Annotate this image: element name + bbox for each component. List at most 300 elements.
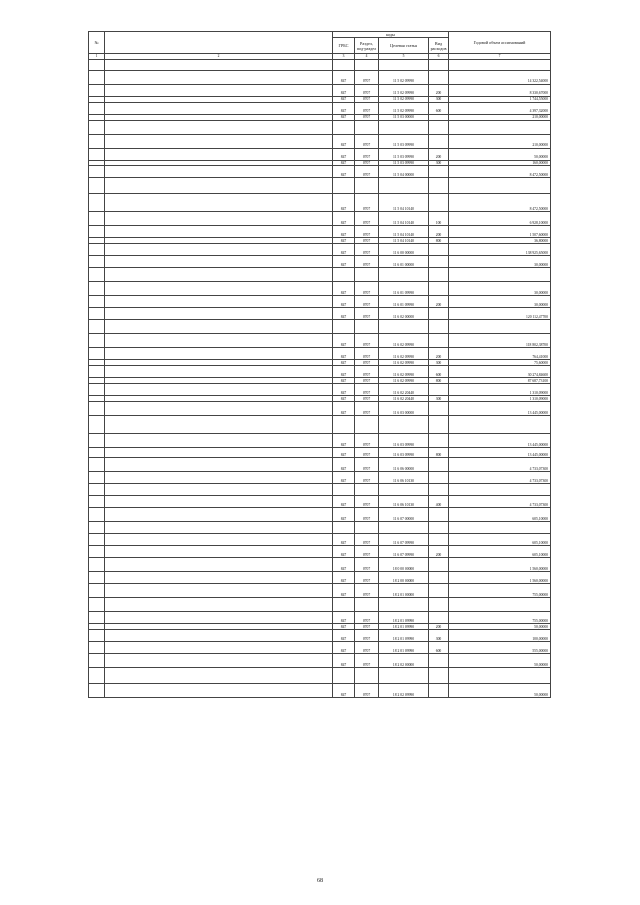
row-razdel: 0707: [355, 244, 379, 256]
row-name: [105, 654, 333, 668]
row-name: [105, 348, 333, 360]
spacer-row: [89, 178, 551, 194]
row-target-article: 11 6 06 00000: [379, 458, 429, 472]
row-number: [89, 60, 105, 71]
row-target-article: 11 5 04 10140: [379, 226, 429, 238]
row-name: [105, 684, 333, 698]
table-row: [89, 366, 551, 378]
row-expense-type: [429, 268, 449, 282]
row-name: [105, 630, 333, 642]
row-grbs: 847: [333, 160, 355, 166]
row-target-article: 11 5 02 09990: [379, 85, 429, 97]
row-number: [89, 654, 105, 668]
row-name: [105, 282, 333, 296]
spacer-row: [89, 598, 551, 612]
budget-table: [88, 31, 551, 698]
row-number: [89, 584, 105, 598]
row-target-article: [379, 484, 429, 496]
row-razdel: [355, 320, 379, 334]
row-grbs: 847: [333, 546, 355, 558]
row-razdel: 0707: [355, 366, 379, 378]
row-name: [105, 546, 333, 558]
row-grbs: 847: [333, 97, 355, 103]
row-amount: 30,00000: [449, 282, 551, 296]
row-expense-type: [429, 684, 449, 698]
table-row: [89, 296, 551, 308]
row-number: [89, 496, 105, 508]
row-grbs: 847: [333, 472, 355, 484]
row-number: [89, 320, 105, 334]
row-number: [89, 296, 105, 308]
row-number: [89, 416, 105, 434]
row-expense-type: 200: [429, 85, 449, 97]
header-grbs: ГРБС: [333, 38, 355, 54]
row-grbs: 847: [333, 85, 355, 97]
table-row: [89, 630, 551, 642]
row-number: [89, 134, 105, 148]
row-number: [89, 546, 105, 558]
row-name: [105, 178, 333, 194]
row-name: [105, 212, 333, 226]
row-target-article: 11 5 02 09990: [379, 71, 429, 85]
row-razdel: 0707: [355, 684, 379, 698]
row-razdel: 0707: [355, 256, 379, 268]
row-target-article: 18 2 01 09990: [379, 630, 429, 642]
row-expense-type: 600: [429, 102, 449, 114]
row-number: [89, 194, 105, 212]
row-grbs: 847: [333, 684, 355, 698]
row-name: [105, 296, 333, 308]
table-row: [89, 244, 551, 256]
row-expense-type: 300: [429, 360, 449, 366]
row-target-article: 11 6 01 09990: [379, 282, 429, 296]
row-grbs: 847: [333, 584, 355, 598]
row-number: [89, 282, 105, 296]
row-expense-type: 200: [429, 624, 449, 630]
row-amount: 755,00000: [449, 612, 551, 624]
row-razdel: [355, 484, 379, 496]
row-razdel: 0707: [355, 334, 379, 348]
row-expense-type: [429, 508, 449, 522]
row-grbs: 847: [333, 378, 355, 384]
row-target-article: 11 6 02 09990: [379, 348, 429, 360]
table-row: [89, 546, 551, 558]
table-row: [89, 558, 551, 572]
table-header: [89, 32, 551, 60]
row-number: [89, 85, 105, 97]
row-amount: 555,00000: [449, 642, 551, 654]
row-expense-type: [429, 522, 449, 534]
row-grbs: 847: [333, 334, 355, 348]
row-amount: 1 310,09000: [449, 384, 551, 396]
row-name: [105, 256, 333, 268]
row-target-article: 11 6 03 09990: [379, 434, 429, 448]
table-row: [89, 584, 551, 598]
row-amount: [449, 484, 551, 496]
col-number: 7: [449, 54, 551, 60]
row-razdel: 0707: [355, 85, 379, 97]
row-grbs: 847: [333, 624, 355, 630]
row-name: [105, 484, 333, 496]
row-amount: 30 274,84600: [449, 366, 551, 378]
row-target-article: 11 6 07 00000: [379, 508, 429, 522]
row-target-article: 18 2 00 00000: [379, 572, 429, 584]
row-target-article: 18 0 00 00000: [379, 558, 429, 572]
table-row: [89, 226, 551, 238]
row-expense-type: [429, 534, 449, 546]
header-expense-type: Вид расходов: [429, 38, 449, 54]
row-target-article: 11 6 06 10130: [379, 496, 429, 508]
row-razdel: 0707: [355, 458, 379, 472]
row-expense-type: [429, 256, 449, 268]
row-number: [89, 148, 105, 160]
row-expense-type: 600: [429, 366, 449, 378]
row-expense-type: 300: [429, 630, 449, 642]
row-grbs: [333, 598, 355, 612]
row-name: [105, 60, 333, 71]
row-grbs: 847: [333, 256, 355, 268]
row-razdel: 0707: [355, 534, 379, 546]
row-name: [105, 416, 333, 434]
row-amount: 50,00000: [449, 654, 551, 668]
row-amount: 4 397,32000: [449, 102, 551, 114]
row-name: [105, 320, 333, 334]
row-name: [105, 434, 333, 448]
row-number: [89, 308, 105, 320]
row-grbs: [333, 668, 355, 684]
row-expense-type: 200: [429, 546, 449, 558]
row-razdel: [355, 522, 379, 534]
row-number: [89, 256, 105, 268]
row-razdel: 0707: [355, 546, 379, 558]
row-expense-type: [429, 60, 449, 71]
document-page: [88, 31, 550, 698]
row-grbs: 847: [333, 366, 355, 378]
row-number: [89, 448, 105, 458]
row-number: [89, 226, 105, 238]
row-razdel: [355, 668, 379, 684]
row-amount: 8 472,50000: [449, 194, 551, 212]
row-number: [89, 166, 105, 178]
row-grbs: 847: [333, 434, 355, 448]
row-target-article: 11 6 03 09990: [379, 448, 429, 458]
header-number: №: [89, 32, 105, 54]
row-amount: 605,10000: [449, 546, 551, 558]
row-name: [105, 102, 333, 114]
row-razdel: [355, 178, 379, 194]
row-expense-type: [429, 416, 449, 434]
row-grbs: [333, 268, 355, 282]
row-amount: 210,00000: [449, 114, 551, 120]
row-grbs: 847: [333, 226, 355, 238]
row-razdel: [355, 416, 379, 434]
row-expense-type: 400: [429, 496, 449, 508]
row-razdel: 0707: [355, 384, 379, 396]
row-razdel: [355, 60, 379, 71]
table-row: [89, 472, 551, 484]
row-amount: [449, 598, 551, 612]
col-number: 2: [105, 54, 333, 60]
row-amount: 13 445,00000: [449, 434, 551, 448]
row-grbs: 847: [333, 194, 355, 212]
row-amount: 160,00000: [449, 160, 551, 166]
row-expense-type: 200: [429, 296, 449, 308]
row-name: [105, 558, 333, 572]
row-grbs: 847: [333, 534, 355, 546]
row-expense-type: [429, 484, 449, 496]
row-target-article: 11 5 04 00000: [379, 166, 429, 178]
row-grbs: 847: [333, 572, 355, 584]
row-expense-type: [429, 244, 449, 256]
row-expense-type: 300: [429, 160, 449, 166]
row-number: [89, 71, 105, 85]
spacer-row: [89, 268, 551, 282]
row-number: [89, 384, 105, 396]
row-name: [105, 134, 333, 148]
row-razdel: 0707: [355, 402, 379, 416]
row-razdel: 0707: [355, 166, 379, 178]
row-target-article: 11 6 01 09990: [379, 296, 429, 308]
row-number: [89, 244, 105, 256]
row-name: [105, 148, 333, 160]
row-number: [89, 434, 105, 448]
table-row: [89, 194, 551, 212]
row-name: [105, 534, 333, 546]
row-grbs: 847: [333, 238, 355, 244]
row-amount: 1 507,60000: [449, 226, 551, 238]
row-razdel: 0707: [355, 148, 379, 160]
row-expense-type: [429, 472, 449, 484]
table-row: [89, 282, 551, 296]
row-number: [89, 598, 105, 612]
table-body: [89, 60, 551, 698]
row-target-article: 18 2 01 00000: [379, 584, 429, 598]
row-amount: [449, 178, 551, 194]
row-grbs: 847: [333, 102, 355, 114]
row-expense-type: 800: [429, 378, 449, 384]
row-number: [89, 268, 105, 282]
row-target-article: 11 5 04 10140: [379, 212, 429, 226]
row-target-article: 11 5 02 09990: [379, 97, 429, 103]
row-razdel: 0707: [355, 296, 379, 308]
row-target-article: [379, 598, 429, 612]
row-amount: [449, 60, 551, 71]
row-amount: 1 310,09000: [449, 396, 551, 402]
row-grbs: [333, 178, 355, 194]
row-target-article: 11 6 03 00000: [379, 402, 429, 416]
row-razdel: 0707: [355, 238, 379, 244]
row-target-article: 11 6 02 09990: [379, 360, 429, 366]
row-amount: 4 733,07300: [449, 472, 551, 484]
row-razdel: 0707: [355, 448, 379, 458]
row-number: [89, 630, 105, 642]
header-razdel: Раздел, под-раздел: [355, 38, 379, 54]
row-razdel: 0707: [355, 360, 379, 366]
row-number: [89, 212, 105, 226]
table-row: [89, 148, 551, 160]
table-row: [89, 448, 551, 458]
row-grbs: 847: [333, 244, 355, 256]
row-name: [105, 334, 333, 348]
table-row: [89, 384, 551, 396]
row-target-article: 11 6 01 00000: [379, 256, 429, 268]
table-row: [89, 496, 551, 508]
row-razdel: 0707: [355, 472, 379, 484]
row-grbs: 847: [333, 396, 355, 402]
row-target-article: 11 6 02 20440: [379, 396, 429, 402]
row-amount: 120 112,47700: [449, 308, 551, 320]
row-number: [89, 348, 105, 360]
row-name: [105, 584, 333, 598]
row-razdel: [355, 120, 379, 134]
spacer-row: [89, 60, 551, 71]
row-expense-type: [429, 134, 449, 148]
row-number: [89, 402, 105, 416]
col-number: 4: [355, 54, 379, 60]
row-amount: 1 744,55000: [449, 97, 551, 103]
row-razdel: 0707: [355, 102, 379, 114]
row-amount: 13 445,00000: [449, 448, 551, 458]
row-name: [105, 612, 333, 624]
row-amount: 4 733,07300: [449, 458, 551, 472]
table-row: [89, 102, 551, 114]
row-number: [89, 572, 105, 584]
row-number: [89, 642, 105, 654]
row-target-article: 11 6 06 10130: [379, 472, 429, 484]
row-razdel: 0707: [355, 396, 379, 402]
row-expense-type: 800: [429, 448, 449, 458]
table-row: [89, 308, 551, 320]
row-razdel: 0707: [355, 558, 379, 572]
row-grbs: 847: [333, 282, 355, 296]
row-amount: 14 322,54000: [449, 71, 551, 85]
row-grbs: 847: [333, 360, 355, 366]
page-number: 68: [317, 878, 323, 884]
row-grbs: 847: [333, 558, 355, 572]
row-grbs: 847: [333, 642, 355, 654]
row-expense-type: [429, 402, 449, 416]
table-row: [89, 612, 551, 624]
row-number: [89, 684, 105, 698]
row-expense-type: 200: [429, 226, 449, 238]
row-expense-type: [429, 384, 449, 396]
row-expense-type: 800: [429, 238, 449, 244]
col-number: 6: [429, 54, 449, 60]
row-amount: 138 925,65000: [449, 244, 551, 256]
row-amount: [449, 320, 551, 334]
row-grbs: [333, 60, 355, 71]
row-expense-type: 600: [429, 642, 449, 654]
row-razdel: 0707: [355, 624, 379, 630]
row-target-article: [379, 60, 429, 71]
row-number: [89, 334, 105, 348]
header-codes: коды: [333, 32, 449, 38]
row-number: [89, 558, 105, 572]
row-grbs: [333, 120, 355, 134]
row-razdel: [355, 268, 379, 282]
row-target-article: 18 2 02 09990: [379, 684, 429, 698]
row-razdel: 0707: [355, 508, 379, 522]
row-amount: 118 802,38700: [449, 334, 551, 348]
row-target-article: 11 6 02 00000: [379, 308, 429, 320]
row-name: [105, 366, 333, 378]
spacer-row: [89, 320, 551, 334]
row-target-article: [379, 522, 429, 534]
row-grbs: 847: [333, 114, 355, 120]
table-row: [89, 684, 551, 698]
table-row: [89, 642, 551, 654]
row-grbs: [333, 416, 355, 434]
row-amount: 30,00000: [449, 296, 551, 308]
table-row: [89, 434, 551, 448]
spacer-row: [89, 120, 551, 134]
row-name: [105, 402, 333, 416]
row-expense-type: [429, 458, 449, 472]
row-grbs: [333, 320, 355, 334]
row-amount: 210,00000: [449, 134, 551, 148]
row-expense-type: 300: [429, 396, 449, 402]
table-row: [89, 334, 551, 348]
row-name: [105, 226, 333, 238]
table-row: [89, 71, 551, 85]
row-amount: [449, 416, 551, 434]
row-razdel: 0707: [355, 654, 379, 668]
row-target-article: [379, 416, 429, 434]
row-target-article: 18 2 01 09990: [379, 624, 429, 630]
row-amount: 755,00000: [449, 584, 551, 598]
row-amount: 1 560,00000: [449, 558, 551, 572]
row-razdel: 0707: [355, 194, 379, 212]
row-name: [105, 384, 333, 396]
row-razdel: 0707: [355, 584, 379, 598]
row-target-article: 11 5 02 09990: [379, 102, 429, 114]
row-razdel: 0707: [355, 378, 379, 384]
row-amount: [449, 268, 551, 282]
row-amount: [449, 522, 551, 534]
row-razdel: 0707: [355, 71, 379, 85]
row-expense-type: 300: [429, 97, 449, 103]
row-expense-type: [429, 572, 449, 584]
row-razdel: 0707: [355, 134, 379, 148]
row-grbs: 847: [333, 496, 355, 508]
row-number: [89, 458, 105, 472]
row-target-article: 11 6 07 09990: [379, 546, 429, 558]
row-expense-type: [429, 194, 449, 212]
row-grbs: 847: [333, 71, 355, 85]
row-amount: 6 928,10000: [449, 212, 551, 226]
row-razdel: 0707: [355, 642, 379, 654]
row-number: [89, 472, 105, 484]
row-amount: 764,41000: [449, 348, 551, 360]
row-grbs: 847: [333, 134, 355, 148]
row-number: [89, 612, 105, 624]
row-grbs: 847: [333, 402, 355, 416]
table-row: [89, 508, 551, 522]
row-amount: 50,00000: [449, 148, 551, 160]
row-target-article: 11 5 03 09990: [379, 148, 429, 160]
row-number: [89, 534, 105, 546]
row-target-article: 11 5 03 00000: [379, 114, 429, 120]
row-grbs: [333, 522, 355, 534]
spacer-row: [89, 522, 551, 534]
row-name: [105, 120, 333, 134]
row-number: [89, 366, 105, 378]
row-target-article: 11 6 02 09990: [379, 378, 429, 384]
row-amount: 30,00000: [449, 256, 551, 268]
row-name: [105, 244, 333, 256]
row-grbs: 847: [333, 308, 355, 320]
table-row: [89, 212, 551, 226]
